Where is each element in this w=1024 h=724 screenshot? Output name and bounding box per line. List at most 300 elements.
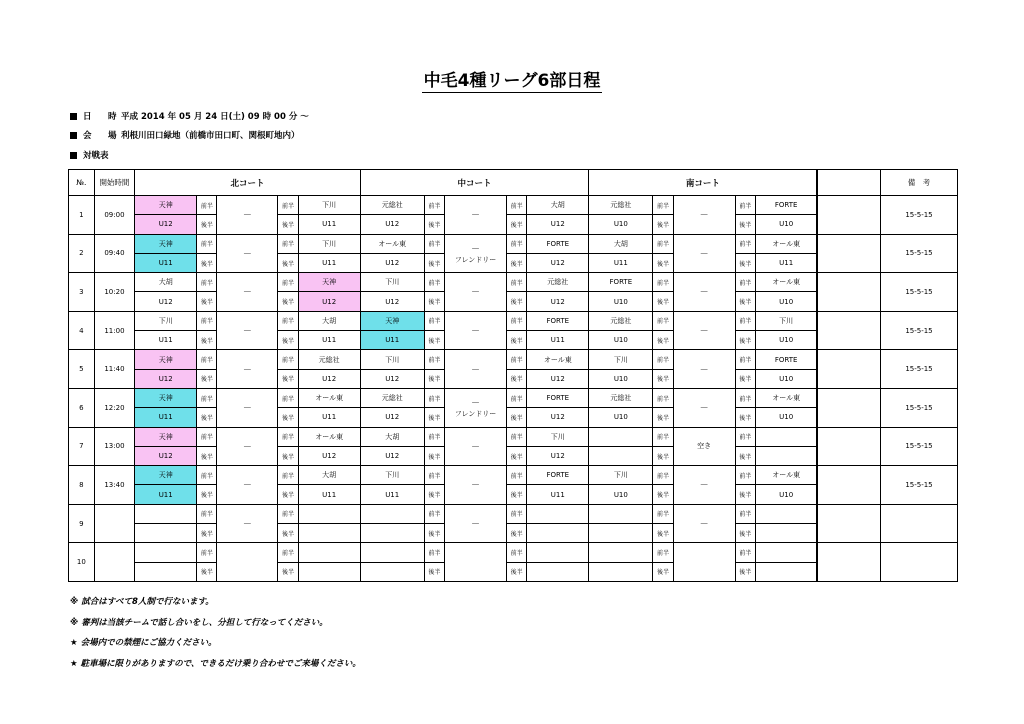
half-label: 前半 xyxy=(735,311,755,330)
start-time: 12:20 xyxy=(94,388,135,427)
half-label: 前半 xyxy=(197,543,217,562)
half-label: 後半 xyxy=(507,408,527,427)
away-team: オール東 xyxy=(298,427,360,446)
half-label: 後半 xyxy=(507,446,527,465)
half-label: 後半 xyxy=(197,524,217,543)
home-team xyxy=(589,504,653,523)
half-label: 前半 xyxy=(735,388,755,407)
home-team: 元総社 xyxy=(589,388,653,407)
half-label: 前半 xyxy=(735,273,755,292)
versus-cell xyxy=(217,504,278,543)
away-category: U12 xyxy=(527,369,589,388)
home-team: 下川 xyxy=(360,273,424,292)
home-category: U12 xyxy=(135,369,197,388)
versus-cell xyxy=(217,196,278,235)
gap-cell xyxy=(817,311,880,350)
home-team: オール東 xyxy=(360,234,424,253)
home-category: U10 xyxy=(589,485,653,504)
match-number: 4 xyxy=(69,311,95,350)
half-label: 後半 xyxy=(278,562,298,581)
home-category: U12 xyxy=(360,408,424,427)
home-team: 下川 xyxy=(589,466,653,485)
away-category: U12 xyxy=(298,446,360,465)
away-category xyxy=(755,562,817,581)
away-category xyxy=(755,524,817,543)
half-label: 後半 xyxy=(197,485,217,504)
table-header-row xyxy=(69,170,958,196)
header-court: 北コート xyxy=(135,170,360,196)
half-label: 前半 xyxy=(278,388,298,407)
half-label: 後半 xyxy=(278,215,298,234)
start-time xyxy=(94,543,135,582)
half-label: 前半 xyxy=(278,543,298,562)
half-label: 前半 xyxy=(507,466,527,485)
match-number: 8 xyxy=(69,466,95,505)
match-number: 6 xyxy=(69,388,95,427)
away-category: U11 xyxy=(298,215,360,234)
half-label: 前半 xyxy=(735,427,755,446)
half-label: 前半 xyxy=(653,273,673,292)
home-category: U12 xyxy=(360,253,424,272)
half-label: 後半 xyxy=(507,331,527,350)
away-team: 下川 xyxy=(298,196,360,215)
half-label: 前半 xyxy=(197,504,217,523)
half-label: 前半 xyxy=(197,273,217,292)
half-label: 後半 xyxy=(424,369,444,388)
away-team xyxy=(755,543,817,562)
info-label: 対戦表 xyxy=(83,151,109,161)
table-row xyxy=(69,504,958,523)
start-time: 13:40 xyxy=(94,466,135,505)
half-label: 後半 xyxy=(197,331,217,350)
note-item: ★ 会場内での禁煙にご協力ください。 xyxy=(70,638,217,648)
versus-cell xyxy=(673,466,735,505)
remarks xyxy=(880,543,957,582)
half-label: 後半 xyxy=(507,369,527,388)
versus-mark: － xyxy=(471,520,481,531)
match-number: 5 xyxy=(69,350,95,389)
gap-cell xyxy=(817,504,880,543)
half-label: 後半 xyxy=(507,562,527,581)
away-team xyxy=(527,543,589,562)
half-label: 前半 xyxy=(653,196,673,215)
half-label: 前半 xyxy=(424,427,444,446)
header-no: №. xyxy=(69,170,95,196)
versus-cell xyxy=(673,388,735,427)
versus-mark: － xyxy=(699,404,709,415)
away-team: オール東 xyxy=(755,273,817,292)
remarks: 15-5-15 xyxy=(880,273,957,312)
gap-cell xyxy=(817,196,880,235)
square-bullet-icon xyxy=(70,113,77,120)
home-category: U12 xyxy=(135,446,197,465)
gap-cell xyxy=(817,543,880,582)
half-label: 後半 xyxy=(278,331,298,350)
versus-mark: － xyxy=(242,365,252,376)
gap-cell xyxy=(817,427,880,466)
half-label: 前半 xyxy=(507,234,527,253)
versus-mark: － xyxy=(699,520,709,531)
half-label: 前半 xyxy=(424,388,444,407)
away-team: 下川 xyxy=(527,427,589,446)
half-label: 前半 xyxy=(197,350,217,369)
half-label: 前半 xyxy=(278,466,298,485)
half-label: 後半 xyxy=(197,215,217,234)
half-label: 前半 xyxy=(507,311,527,330)
half-label: 前半 xyxy=(653,466,673,485)
away-category: U12 xyxy=(527,292,589,311)
gap-cell xyxy=(817,350,880,389)
start-time: 09:00 xyxy=(94,196,135,235)
home-category: U11 xyxy=(135,253,197,272)
half-label: 前半 xyxy=(424,234,444,253)
away-team: FORTE xyxy=(527,466,589,485)
versus-mark: － xyxy=(699,249,709,260)
half-label: 前半 xyxy=(735,234,755,253)
versus-cell xyxy=(445,311,507,350)
info-matchtable xyxy=(70,149,109,161)
home-team xyxy=(589,543,653,562)
versus-mark: － xyxy=(242,288,252,299)
versus-mark: － xyxy=(699,211,709,222)
home-category: U11 xyxy=(135,485,197,504)
half-label: 後半 xyxy=(735,562,755,581)
home-category: U12 xyxy=(360,446,424,465)
home-team xyxy=(360,504,424,523)
home-category: U10 xyxy=(589,331,653,350)
half-label: 後半 xyxy=(424,485,444,504)
half-label: 後半 xyxy=(197,253,217,272)
gap-cell xyxy=(817,234,880,273)
versus-mark: － xyxy=(699,327,709,338)
versus-mark: － xyxy=(471,442,481,453)
half-label: 後半 xyxy=(507,215,527,234)
home-category xyxy=(360,562,424,581)
half-label: 後半 xyxy=(197,446,217,465)
home-team: 天神 xyxy=(135,234,197,253)
half-label: 後半 xyxy=(653,446,673,465)
home-category xyxy=(135,562,197,581)
home-category: U10 xyxy=(589,215,653,234)
away-category: U11 xyxy=(527,485,589,504)
away-team: FORTE xyxy=(527,234,589,253)
away-category: U11 xyxy=(298,331,360,350)
half-label: 後半 xyxy=(735,215,755,234)
versus-mark: － xyxy=(242,249,252,260)
remarks: 15-5-15 xyxy=(880,234,957,273)
half-label: 前半 xyxy=(653,427,673,446)
home-team: 元総社 xyxy=(589,196,653,215)
half-label: 後半 xyxy=(735,369,755,388)
note-item: ※ 試合はすべて8人制で行ないます。 xyxy=(70,597,214,607)
away-team: 大胡 xyxy=(527,196,589,215)
away-category: U12 xyxy=(527,215,589,234)
remarks: 15-5-15 xyxy=(880,466,957,505)
home-team: 大胡 xyxy=(360,427,424,446)
home-category xyxy=(589,524,653,543)
half-label: 前半 xyxy=(197,234,217,253)
remarks: 15-5-15 xyxy=(880,388,957,427)
start-time: 10:20 xyxy=(94,273,135,312)
info-value: 平成 2014 年 05 月 24 日(土) 09 時 00 分 ～ xyxy=(121,112,309,122)
info-label: 会 場 xyxy=(83,131,121,141)
versus-cell xyxy=(217,427,278,466)
half-label: 前半 xyxy=(278,273,298,292)
versus-cell xyxy=(673,311,735,350)
match-number: 1 xyxy=(69,196,95,235)
home-category xyxy=(589,446,653,465)
header-court: 南コート xyxy=(589,170,818,196)
away-team: FORTE xyxy=(527,388,589,407)
away-team: 元総社 xyxy=(527,273,589,292)
away-team: 天神 xyxy=(298,273,360,292)
versus-mark: － xyxy=(471,481,481,492)
half-label: 後半 xyxy=(653,408,673,427)
half-label: 後半 xyxy=(653,331,673,350)
home-category: U12 xyxy=(360,369,424,388)
half-label: 後半 xyxy=(653,215,673,234)
half-label: 後半 xyxy=(653,524,673,543)
half-label: 前半 xyxy=(507,543,527,562)
away-team xyxy=(527,504,589,523)
half-label: 後半 xyxy=(653,369,673,388)
half-label: 前半 xyxy=(278,427,298,446)
versus-cell xyxy=(445,504,507,543)
page-title: 中毛4種リーグ6部日程 xyxy=(423,71,601,91)
half-label: 前半 xyxy=(507,350,527,369)
versus-cell xyxy=(673,350,735,389)
away-category: U12 xyxy=(527,408,589,427)
match-note: フレンドリー xyxy=(454,255,497,264)
home-team: 天神 xyxy=(135,388,197,407)
match-number: 10 xyxy=(69,543,95,582)
half-label: 前半 xyxy=(653,543,673,562)
start-time: 11:40 xyxy=(94,350,135,389)
away-category: U11 xyxy=(298,408,360,427)
home-category: U11 xyxy=(360,485,424,504)
info-label: 日 時 xyxy=(83,112,121,122)
home-team: 天神 xyxy=(135,427,197,446)
remarks xyxy=(880,504,957,543)
versus-mark: － xyxy=(242,520,252,531)
versus-cell xyxy=(445,543,507,582)
home-category: U12 xyxy=(360,215,424,234)
away-category: U10 xyxy=(755,408,817,427)
table-row xyxy=(69,234,958,253)
versus-mark: － xyxy=(471,288,481,299)
versus-cell xyxy=(217,350,278,389)
home-category: U10 xyxy=(589,292,653,311)
away-category xyxy=(527,524,589,543)
versus-cell xyxy=(445,234,507,273)
half-label: 後半 xyxy=(424,524,444,543)
versus-mark: － xyxy=(242,404,252,415)
versus-cell xyxy=(673,273,735,312)
half-label: 前半 xyxy=(424,504,444,523)
home-category: U11 xyxy=(135,331,197,350)
match-number: 7 xyxy=(69,427,95,466)
versus-cell xyxy=(445,273,507,312)
half-label: 後半 xyxy=(735,524,755,543)
half-label: 前半 xyxy=(197,427,217,446)
half-label: 前半 xyxy=(197,466,217,485)
match-number: 2 xyxy=(69,234,95,273)
away-category: U12 xyxy=(527,446,589,465)
half-label: 前半 xyxy=(424,543,444,562)
home-team: 元総社 xyxy=(589,311,653,330)
half-label: 前半 xyxy=(507,504,527,523)
half-label: 後半 xyxy=(424,408,444,427)
away-team: オール東 xyxy=(755,234,817,253)
half-label: 後半 xyxy=(197,562,217,581)
table-row xyxy=(69,466,958,485)
away-category: U12 xyxy=(298,369,360,388)
away-team: オール東 xyxy=(755,466,817,485)
versus-cell xyxy=(217,273,278,312)
home-category: U11 xyxy=(360,331,424,350)
versus-cell xyxy=(217,311,278,350)
away-team: オール東 xyxy=(527,350,589,369)
half-label: 後半 xyxy=(197,292,217,311)
home-category: U12 xyxy=(135,215,197,234)
half-label: 後半 xyxy=(507,524,527,543)
away-team: 下川 xyxy=(755,311,817,330)
table-row xyxy=(69,196,958,215)
home-team: 下川 xyxy=(360,350,424,369)
table-row xyxy=(69,311,958,330)
versus-cell xyxy=(673,543,735,582)
half-label: 前半 xyxy=(735,504,755,523)
header-gap xyxy=(817,170,880,196)
note-item: ※ 審判は当該チームで話し合いをし、分担して行なってください。 xyxy=(70,617,328,628)
home-team xyxy=(135,543,197,562)
away-category: U12 xyxy=(298,292,360,311)
away-team: FORTE xyxy=(527,311,589,330)
half-label: 後半 xyxy=(735,292,755,311)
half-label: 後半 xyxy=(424,253,444,272)
away-category: U10 xyxy=(755,215,817,234)
home-team: 天神 xyxy=(135,350,197,369)
home-team xyxy=(589,427,653,446)
versus-mark: － xyxy=(242,481,252,492)
half-label: 後半 xyxy=(424,292,444,311)
remarks: 15-5-15 xyxy=(880,427,957,466)
half-label: 後半 xyxy=(653,562,673,581)
info-datetime xyxy=(70,110,309,122)
away-team: オール東 xyxy=(755,388,817,407)
home-category xyxy=(360,524,424,543)
away-team: FORTE xyxy=(755,196,817,215)
half-label: 前半 xyxy=(197,311,217,330)
half-label: 後半 xyxy=(278,292,298,311)
half-label: 前半 xyxy=(424,466,444,485)
home-team: 大胡 xyxy=(589,234,653,253)
versus-mark: － xyxy=(471,244,481,255)
home-team: 下川 xyxy=(360,466,424,485)
table-row xyxy=(69,388,958,407)
note-item: ★ 駐車場に限りがありますので、できるだけ乗り合わせでご来場ください。 xyxy=(70,658,361,669)
half-label: 前半 xyxy=(197,388,217,407)
header-remarks: 備 考 xyxy=(880,170,957,196)
info-venue xyxy=(70,129,300,141)
versus-cell xyxy=(445,350,507,389)
home-category: U11 xyxy=(135,408,197,427)
versus-mark: 空き xyxy=(697,442,712,451)
gap-cell xyxy=(817,273,880,312)
schedule-table xyxy=(68,169,958,582)
half-label: 後半 xyxy=(278,524,298,543)
notes xyxy=(70,592,361,674)
half-label: 後半 xyxy=(278,446,298,465)
match-number: 3 xyxy=(69,273,95,312)
versus-mark: － xyxy=(699,365,709,376)
half-label: 後半 xyxy=(653,253,673,272)
away-team: 大胡 xyxy=(298,466,360,485)
home-team: 天神 xyxy=(135,466,197,485)
away-team: オール東 xyxy=(298,388,360,407)
half-label: 前半 xyxy=(735,350,755,369)
half-label: 後半 xyxy=(507,253,527,272)
remarks: 15-5-15 xyxy=(880,196,957,235)
versus-cell xyxy=(217,234,278,273)
half-label: 前半 xyxy=(278,504,298,523)
table-row xyxy=(69,543,958,562)
away-category: U10 xyxy=(755,331,817,350)
half-label: 前半 xyxy=(507,388,527,407)
home-team: 下川 xyxy=(589,350,653,369)
away-category: U11 xyxy=(755,253,817,272)
away-team xyxy=(755,504,817,523)
versus-mark: － xyxy=(471,211,481,222)
table-row xyxy=(69,273,958,292)
away-category: U11 xyxy=(298,253,360,272)
half-label: 後半 xyxy=(278,408,298,427)
away-category: U10 xyxy=(755,485,817,504)
half-label: 前半 xyxy=(653,311,673,330)
home-category xyxy=(589,562,653,581)
versus-mark: － xyxy=(471,327,481,338)
start-time: 11:00 xyxy=(94,311,135,350)
versus-cell xyxy=(217,466,278,505)
half-label: 前半 xyxy=(278,350,298,369)
start-time xyxy=(94,504,135,543)
half-label: 前半 xyxy=(653,504,673,523)
match-number: 9 xyxy=(69,504,95,543)
home-category: U12 xyxy=(360,292,424,311)
home-category xyxy=(135,524,197,543)
half-label: 前半 xyxy=(653,350,673,369)
half-label: 前半 xyxy=(278,311,298,330)
half-label: 前半 xyxy=(507,273,527,292)
square-bullet-icon xyxy=(70,132,77,139)
away-category xyxy=(298,562,360,581)
away-category: U12 xyxy=(527,253,589,272)
half-label: 後半 xyxy=(424,562,444,581)
away-team xyxy=(755,427,817,446)
home-category: U11 xyxy=(589,253,653,272)
home-team: 天神 xyxy=(135,196,197,215)
half-label: 後半 xyxy=(735,446,755,465)
away-category: U11 xyxy=(527,331,589,350)
half-label: 後半 xyxy=(278,253,298,272)
match-note: フレンドリー xyxy=(454,410,497,419)
away-team: 大胡 xyxy=(298,311,360,330)
remarks: 15-5-15 xyxy=(880,311,957,350)
half-label: 後半 xyxy=(653,485,673,504)
remarks: 15-5-15 xyxy=(880,350,957,389)
half-label: 前半 xyxy=(424,273,444,292)
half-label: 前半 xyxy=(507,196,527,215)
